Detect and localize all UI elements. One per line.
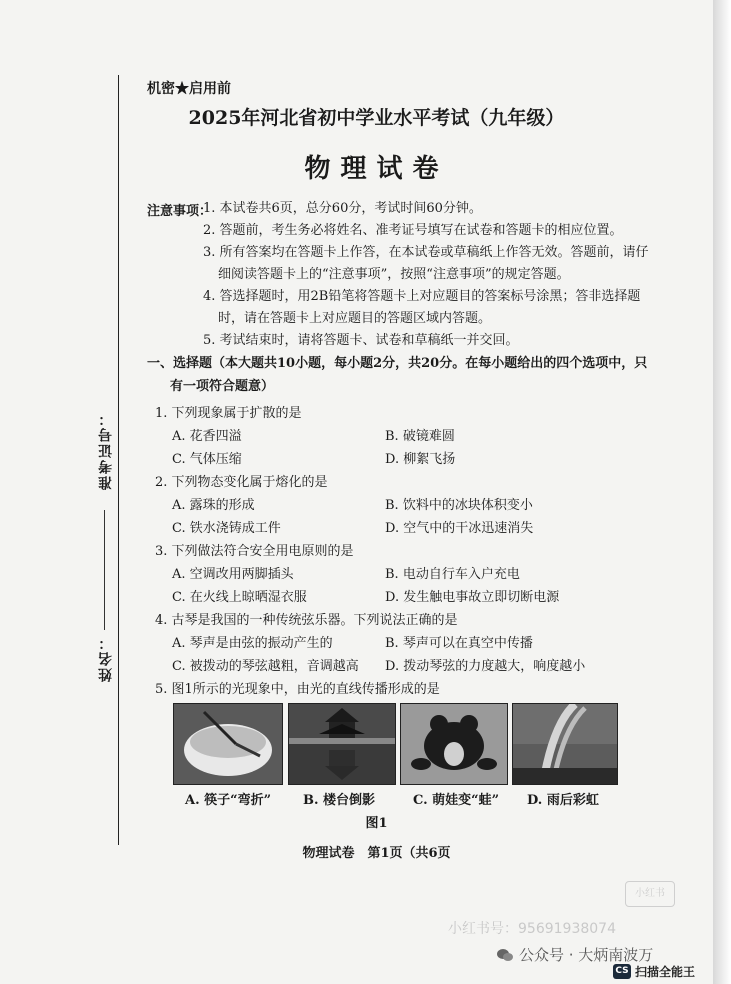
option-b: B. 琴声可以在真空中传播 [385, 636, 533, 651]
wechat-account-text: 公众号 · 大炳南波万 [519, 946, 654, 964]
option-b: B. 电动自行车入户充电 [385, 567, 520, 582]
question-stem: 5. 图1所示的光现象中，由光的直线传播形成的是 [155, 682, 440, 697]
option-d: D. 雨后彩虹 [527, 793, 599, 808]
xiaohongshu-watermark: 小红书号：95691938074 [448, 921, 616, 937]
option-a: A. 花香四溢 [172, 429, 242, 444]
photo-chopsticks-bowl [173, 703, 283, 785]
option-c: C. 气体压缩 [172, 452, 242, 467]
question-stem: 3. 下列做法符合安全用电原则的是 [155, 544, 354, 559]
name-label: 姓名： [98, 634, 114, 682]
page-edge-shadow [713, 0, 731, 984]
option-a: A. 露珠的形成 [172, 498, 255, 513]
scanner-watermark [613, 963, 695, 980]
note-item: 5. 考试结束时，请将答题卡、试卷和草稿纸一并交回。 [203, 333, 519, 348]
note-item: 1. 本试卷共6页，总分60分，考试时间60分钟。 [203, 201, 482, 216]
photo-rainbow [512, 703, 618, 785]
wechat-icon [497, 948, 513, 962]
confidential-mark: 机密★启用前 [147, 81, 231, 97]
camscanner-icon: CS [613, 964, 631, 979]
section-heading: 一、选择题（本大题共10小题，每小题2分，共20分。在每小题给出的四个选项中，只 [147, 356, 648, 371]
option-b: B. 楼台倒影 [303, 793, 376, 808]
question-stem: 4. 古琴是我国的一种传统弦乐器。下列说法正确的是 [155, 613, 458, 628]
wechat-watermark [497, 944, 653, 965]
xiaohongshu-stamp: 小红书 [625, 881, 675, 907]
binding-line [118, 75, 119, 845]
option-a: A. 琴声是由弦的振动产生的 [172, 636, 333, 651]
note-item: 时，请在答题卡上对应题目的答题区域内答题。 [218, 311, 492, 326]
note-item: 细阅读答题卡上的“注意事项”，按照“注意事项”的规定答题。 [218, 267, 570, 282]
photo-child-frog-shadow [400, 703, 508, 785]
option-b: B. 饮料中的冰块体积变小 [385, 498, 533, 513]
option-d: D. 发生触电事故立即切断电源 [385, 590, 560, 605]
notes-label: 注意事项： [147, 204, 213, 219]
exam-number-blank [104, 510, 105, 630]
section-heading-cont: 有一项符合题意） [170, 379, 275, 394]
note-item: 2. 答题前，考生务必将姓名、准考证号填写在试卷和答题卡的相应位置。 [203, 223, 623, 238]
subject-title: 物理试卷 [304, 154, 449, 184]
question-stem: 1. 下列现象属于扩散的是 [155, 406, 302, 421]
exam-title: 2025年河北省初中学业水平考试（九年级） [188, 107, 565, 129]
option-d: D. 空气中的干冰迅速消失 [385, 521, 534, 536]
option-d: D. 拨动琴弦的力度越大，响度越小 [385, 659, 586, 674]
photo-pavilion-reflection [288, 703, 396, 785]
option-c: C. 萌娃变“蛙” [413, 793, 500, 808]
option-c: C. 铁水浇铸成工件 [172, 521, 281, 536]
scanner-text: 扫描全能王 [635, 965, 696, 979]
page-footer: 物理试卷 第1页（共6页 [302, 846, 451, 861]
option-a: A. 空调改用两脚插头 [172, 567, 294, 582]
note-item: 3. 所有答案均在答题卡上作答，在本试卷或草稿纸上作答无效。答题前，请仔 [203, 245, 649, 260]
figure-label: 图1 [365, 816, 388, 831]
option-d: D. 柳絮飞扬 [385, 452, 456, 467]
option-c: C. 被拨动的琴弦越粗，音调越高 [172, 659, 359, 674]
question-stem: 2. 下列物态变化属于熔化的是 [155, 475, 328, 490]
exam-number-label: 准考证号： [98, 410, 114, 490]
option-c: C. 在火线上晾晒湿衣服 [172, 590, 307, 605]
option-b: B. 破镜难圆 [385, 429, 455, 444]
note-item: 4. 答选择题时，用2B铅笔将答题卡上对应题目的答案标号涂黑；答非选择题 [203, 289, 641, 304]
option-a: A. 筷子“弯折” [185, 793, 272, 808]
